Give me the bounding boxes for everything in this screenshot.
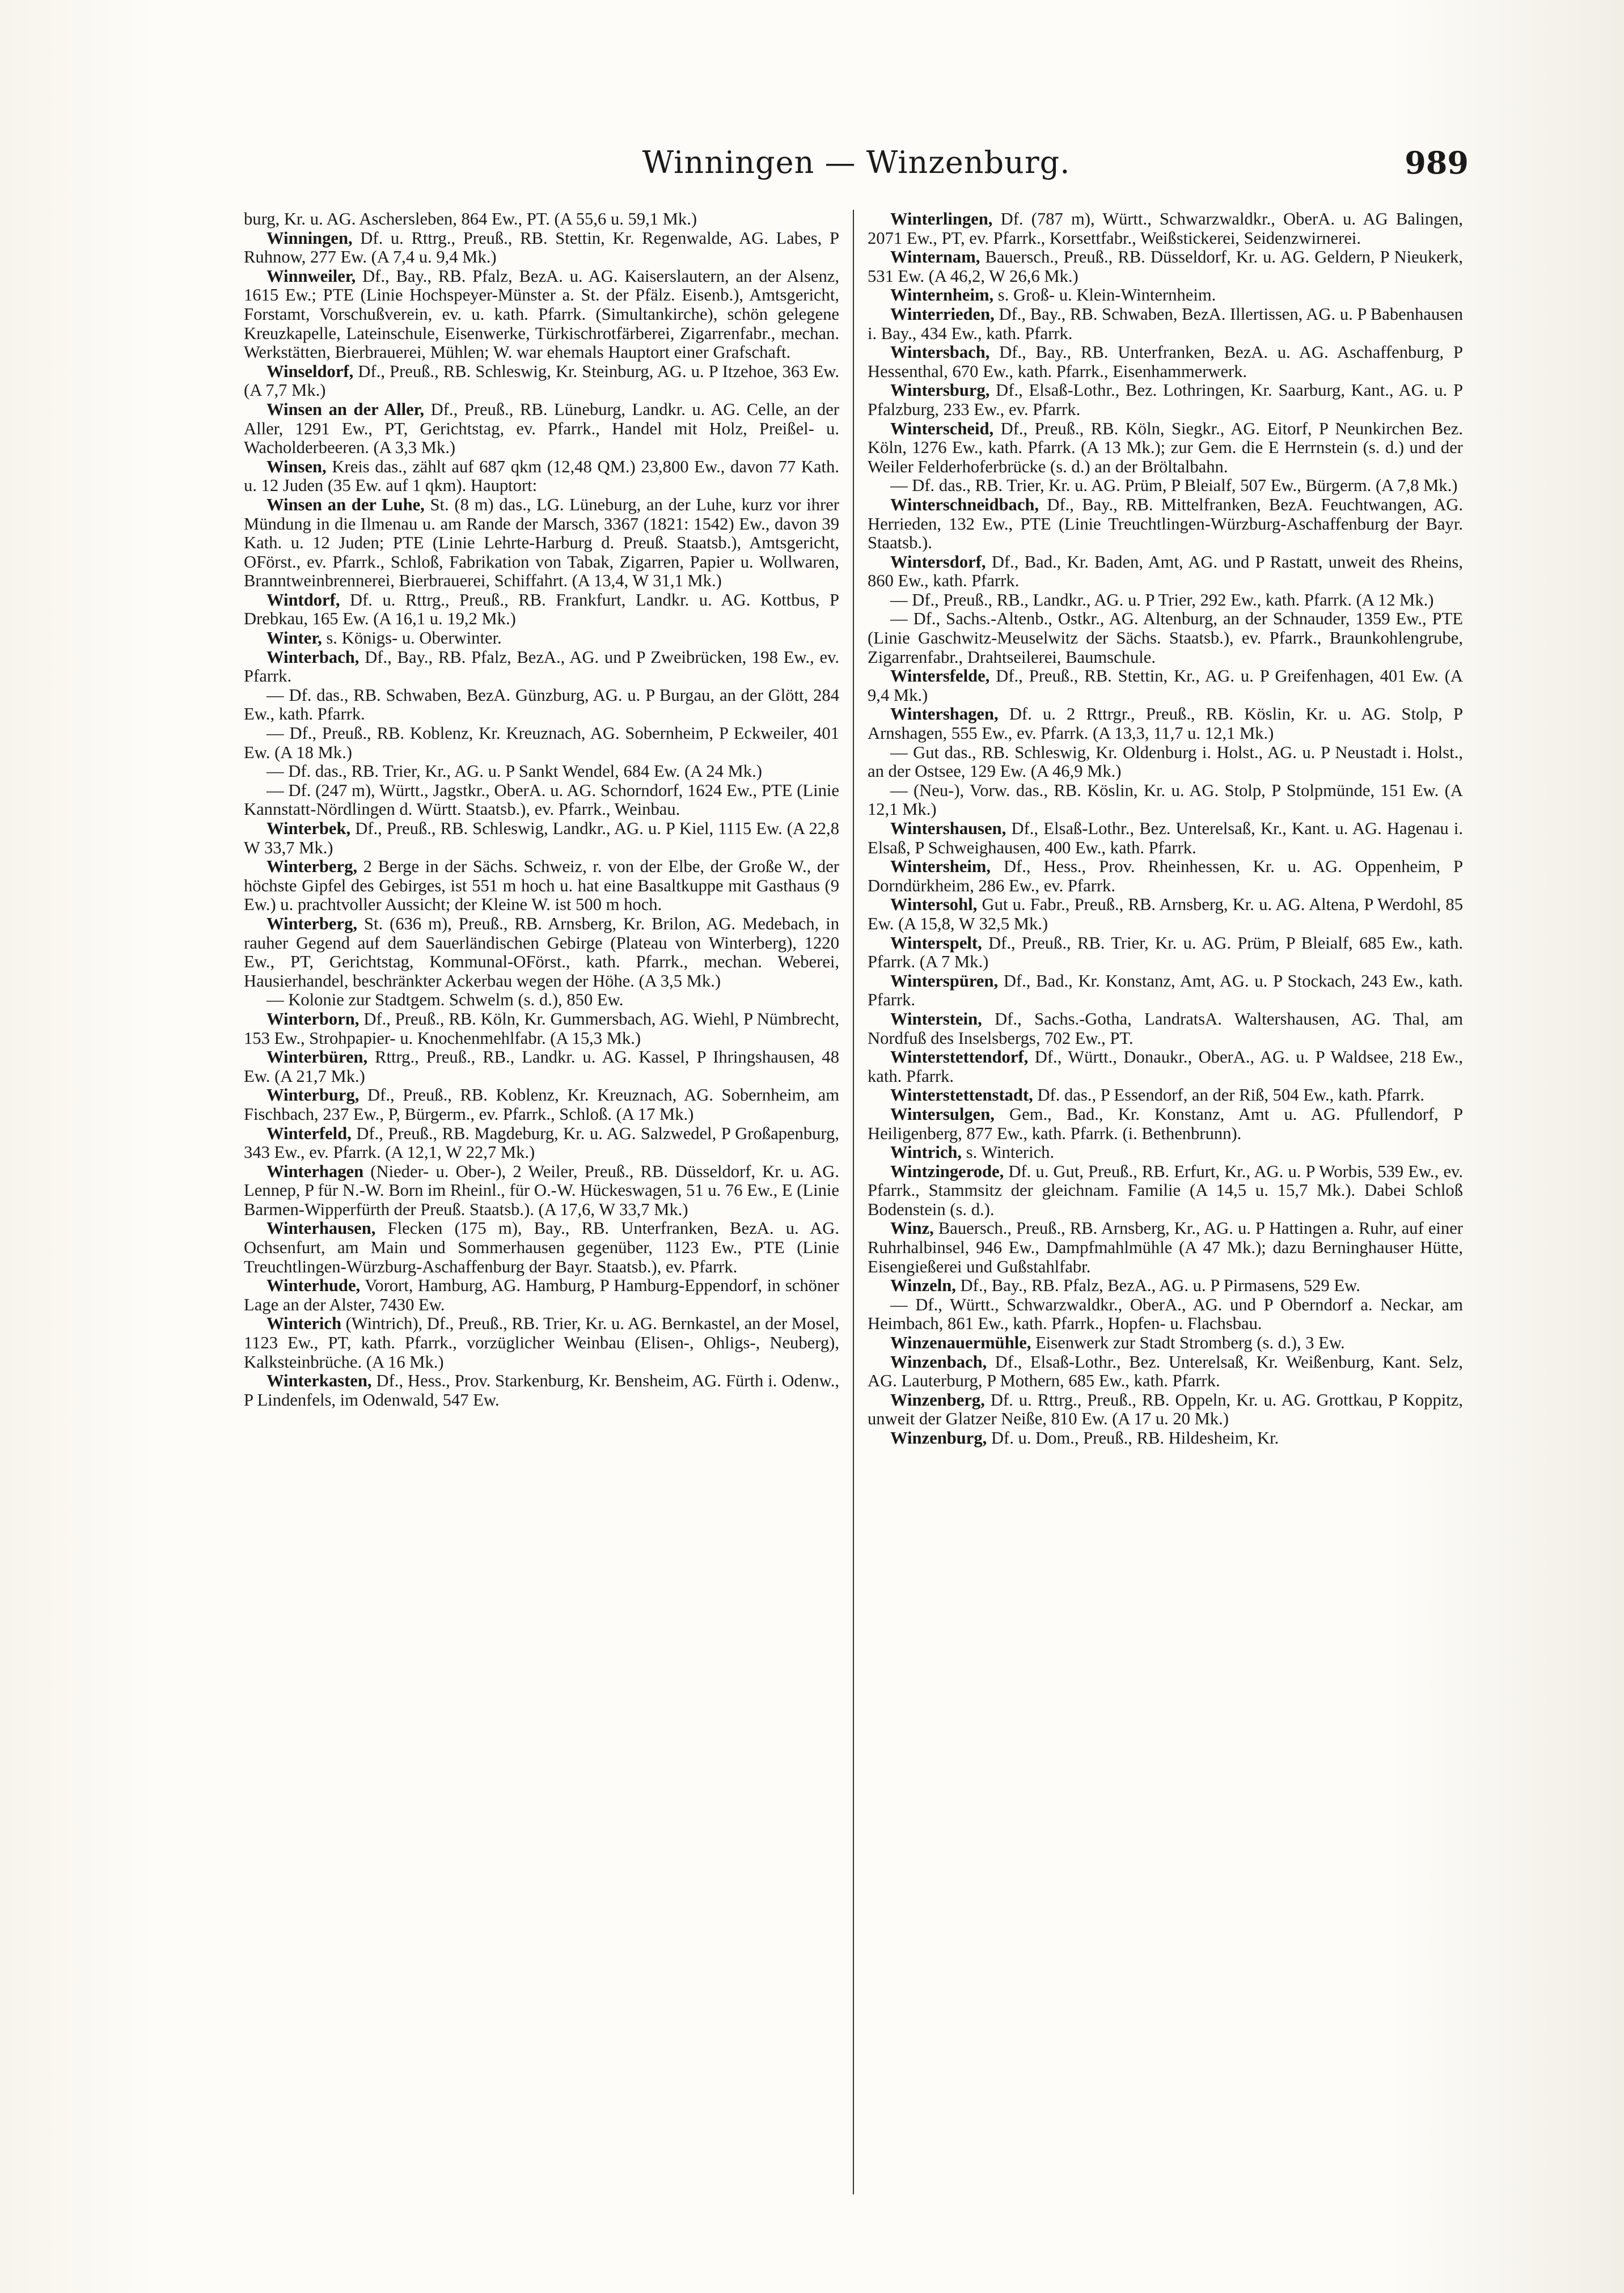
entry-headword: Winterstettendorf, (890, 1047, 1029, 1067)
gazetteer-subentry (868, 781, 1463, 819)
gazetteer-entry (244, 1048, 839, 1086)
entry-text: Df., Preuß., RB. Lüneburg, Landkr. u. AG. Celle, an der Aller, 1291 Ew., PT, Gerichtstag, ev. Pfarrk., Handel mit Holz, Preißel- u. Wacholderbeeren. (A 3,3 Mk.) (244, 399, 839, 458)
gazetteer-entry (244, 1124, 839, 1162)
entry-text: Df., Preuß., RB. Schleswig, Kr. Steinburg, AG. u. P Itzehoe, 363 Ew. (A 7,7 Mk.) (244, 361, 839, 400)
entry-headword: Wintersfelde, (890, 666, 990, 686)
entry-text: burg, Kr. u. AG. Aschersleben, 864 Ew., PT. (A 55,6 u. 59,1 Mk.) (244, 210, 697, 229)
gazetteer-entry (868, 1334, 1463, 1353)
entry-text: Df., Bay., RB. Pfalz, BezA., AG. und P Zweibrücken, 198 Ew., ev. Pfarrk. (244, 647, 839, 686)
right-column (868, 210, 1463, 2194)
entry-text: Df. u. Gut, Preuß., RB. Erfurt, Kr., AG. u. P Worbis, 539 Ew., ev. Pfarrk., Stammsitz der gleichnam. Familie (A 14,5 u. 15,7 Mk.). Dabei Schloß Bodenstein (s. d.). (868, 1161, 1463, 1219)
gazetteer-entry (244, 629, 839, 648)
gazetteer-entry (244, 591, 839, 629)
page-edge-shading-left (0, 0, 159, 2293)
entry-text: — Df., Preuß., RB. Koblenz, Kr. Kreuznach, AG. Sobernheim, P Eckweiler, 401 Ew. (A 18 Mk.) (244, 724, 839, 762)
entry-headword: Winterschneidbach, (890, 494, 1039, 514)
entry-headword: Winterhagen (267, 1161, 364, 1181)
entry-headword: Wintersohl, (890, 895, 978, 915)
entry-headword: Winzenbach, (890, 1352, 987, 1372)
gazetteer-entry (244, 1086, 839, 1124)
entry-text: s. Winterich. (962, 1143, 1055, 1162)
entry-text: Df., Preuß., RB. Trier, Kr. u. AG. Prüm, P Bleialf, 685 Ew., kath. Pfarrk. (A 7 Mk.) (868, 933, 1463, 972)
entry-headword: Winterstein, (890, 1009, 982, 1029)
entry-text: s. Königs- u. Oberwinter. (322, 628, 502, 648)
gazetteer-entry (868, 553, 1463, 591)
gazetteer-entry (244, 648, 839, 686)
gazetteer-subentry (868, 743, 1463, 781)
gazetteer-subentry (244, 762, 839, 781)
entry-text: — Gut das., RB. Schleswig, Kr. Oldenburg i. Holst., AG. u. P Neustadt i. Holst., an der Ostsee, 129 Ew. (A 46,9 Mk.) (868, 742, 1463, 781)
entry-headword: Winterbach, (267, 647, 360, 667)
gazetteer-entry (868, 705, 1463, 743)
entry-headword: Winsen, (267, 456, 327, 476)
entry-headword: Winzenberg, (890, 1390, 985, 1410)
entry-headword: Wintersdorf, (890, 552, 986, 572)
entry-text: Kreis das., zählt auf 687 qkm (12,48 QM.) 23,800 Ew., davon 77 Kath. u. 12 Juden (35 Ew. auf 1 qkm). Hauptort: (244, 456, 839, 496)
entry-text: Flecken (175 m), Bay., RB. Unterfranken, BezA. u. AG. Ochsenfurt, am Main und Sommerhausen gegenüber, 1123 Ew., PTE (Linie Treuchtlingen-Würzburg-Aschaffenburg der Bayr. Staatsb.), ev. Pfarrk. (244, 1219, 839, 1276)
entry-text: — Df. das., RB. Schwaben, BezA. Günzburg, AG. u. P Burgau, an der Glött, 284 Ew., kath. Pfarrk. (244, 685, 839, 724)
entry-text: Df. u. 2 Rttrgr., Preuß., RB. Köslin, Kr. u. AG. Stolp, P Arnshagen, 555 Ew., ev. Pfarrk. (A 13,3, 11,7 u. 12,1 Mk.) (868, 704, 1463, 743)
entry-text: Df., Bad., Kr. Konstanz, Amt, AG. u. P Stockach, 243 Ew., kath. Pfarrk. (868, 971, 1463, 1010)
entry-text: — (Neu-), Vorw. das., RB. Köslin, Kr. u. AG. Stolp, P Stolpmünde, 151 Ew. (A 12,1 Mk.) (868, 780, 1463, 819)
entry-text: s. Groß- u. Klein-Winternheim. (993, 285, 1216, 305)
gazetteer-subentry (868, 610, 1463, 667)
gazetteer-entry (244, 1162, 839, 1220)
gazetteer-entry (244, 229, 839, 267)
entry-text: Df., Hess., Prov. Starkenburg, Kr. Bensheim, AG. Fürth i. Odenw., P Lindenfels, im Odenwald, 547 Ew. (244, 1371, 839, 1410)
gazetteer-continuation (244, 210, 839, 229)
entry-text: Df., Bad., Kr. Baden, Amt, AG. und P Rastatt, unweit des Rheins, 860 Ew., kath. Pfarrk. (868, 552, 1463, 591)
entry-text: Df. u. Rttrg., Preuß., RB. Stettin, Kr. Regenwalde, AG. Labes, P Ruhnow, 277 Ew. (A 7,4 u. 9,4 Mk.) (244, 228, 839, 267)
entry-headword: Wintershausen, (890, 819, 1006, 838)
entry-text: Df., Bay., RB. Mittelfranken, BezA. Feuchtwangen, AG. Herrieden, 132 Ew., PTE (Linie Treuchtlingen-Würzburg-Aschaffenburg der Bayr. Staatsb.). (868, 494, 1463, 553)
entry-text: Df., Elsaß-Lothr., Bez. Unterelsaß, Kr. Weißenburg, Kant. Selz, AG. Lauterburg, P Mothern, 685 Ew., kath. Pfarrk. (868, 1352, 1463, 1391)
gazetteer-entry (868, 1162, 1463, 1220)
entry-headword: Winterfeld, (267, 1123, 352, 1143)
gazetteer-entry (868, 248, 1463, 286)
entry-text: Df., Bay., RB. Pfalz, BezA., AG. u. P Pirmasens, 529 Ew. (955, 1276, 1360, 1296)
gazetteer-entry (868, 1353, 1463, 1391)
gazetteer-entry (868, 286, 1463, 305)
entry-headword: Wintzingerode, (890, 1161, 1004, 1181)
entry-headword: Wintersbach, (890, 342, 990, 362)
gazetteer-entry (244, 458, 839, 496)
gazetteer-subentry (244, 781, 839, 819)
entry-text: Df. u. Rttrg., Preuß., RB. Frankfurt, Landkr. u. AG. Kottbus, P Drebkau, 165 Ew. (A 16,1 u. 19,2 Mk.) (244, 590, 839, 629)
gazetteer-entry (244, 267, 839, 362)
entry-text: Df. das., P Essendorf, an der Riß, 504 Ew., kath. Pfarrk. (1033, 1085, 1425, 1105)
entry-headword: Winterkasten, (267, 1371, 372, 1391)
entry-headword: Winterlingen, (890, 210, 993, 229)
entry-headword: Winzeln, (890, 1276, 956, 1296)
gazetteer-entry (868, 895, 1463, 933)
gazetteer-entry (868, 305, 1463, 343)
entry-text: Df. u. Rttrg., Preuß., RB. Oppeln, Kr. u. AG. Grottkau, P Koppitz, unweit der Glatzer Neiße, 810 Ew. (A 17 u. 20 Mk.) (868, 1390, 1463, 1429)
entry-headword: Winzenauermühle, (890, 1333, 1031, 1353)
entry-headword: Wintdorf, (267, 590, 340, 610)
gazetteer-subentry (244, 724, 839, 762)
gazetteer-entry (244, 496, 839, 591)
entry-headword: Winterborn, (267, 1009, 360, 1029)
entry-text: Vorort, Hamburg, AG. Hamburg, P Hamburg-Eppendorf, in schöner Lage an der Alster, 7430 Ew. (244, 1276, 839, 1314)
running-title: Winningen — Winzenburg. (642, 145, 1071, 180)
entry-text: — Df., Württ., Schwarzwaldkr., OberA., AG. und P Oberndorf a. Neckar, am Heimbach, 861 Ew., kath. Pfarrk., Hopfen- u. Flachsbau. (868, 1294, 1463, 1334)
entry-text: St. (636 m), Preuß., RB. Arnsberg, Kr. Brilon, AG. Medebach, in rauher Gegend auf dem Sauerländischen Gebirge (Plateau von Winterberg), 1220 Ew., PT, Gerichtstag, Kommunal-OFörst., kath. Pfarrk., mechan. Weberei, Hausierhandel, beschränkter Ackerbau wegen der Höhe. (A 3,5 Mk.) (244, 913, 839, 991)
gazetteer-entry (868, 934, 1463, 972)
entry-text: — Df., Preuß., RB., Landkr., AG. u. P Trier, 292 Ew., kath. Pfarrk. (A 12 Mk.) (890, 590, 1434, 610)
gazetteer-entry (244, 819, 839, 857)
entry-headword: Winter, (267, 628, 322, 648)
entry-text: Gut u. Fabr., Preuß., RB. Arnsberg, Kr. u. AG. Altena, P Werdohl, 85 Ew. (A 15,8, W 32,5 Mk.) (868, 895, 1463, 933)
gazetteer-entry (244, 1314, 839, 1372)
gazetteer-subentry (244, 991, 839, 1010)
entry-text: Df. (787 m), Württ., Schwarzwaldkr., OberA. u. AG Balingen, 2071 Ew., PT, ev. Pfarrk., Korsettfabr., Weißstickerei, Seidenzwirnerei. (868, 210, 1463, 248)
entry-headword: Winternheim, (890, 285, 994, 305)
entry-headword: Wintersburg, (890, 380, 990, 400)
gazetteer-entry (868, 819, 1463, 857)
entry-text: Bauersch., Preuß., RB. Arnsberg, Kr., AG. u. P Hattingen a. Ruhr, auf einer Ruhrhalbinsel, 946 Ew., Dampfmahlmühle (A 47 Mk.); dazu Berninghauser Hütte, Eisengießerei und Gußstahlfabr. (868, 1219, 1463, 1276)
gazetteer-entry (868, 1143, 1463, 1162)
gazetteer-entry (868, 1105, 1463, 1143)
entry-headword: Winterberg, (267, 913, 358, 933)
gazetteer-entry (868, 667, 1463, 705)
entry-text: — Df., Sachs.-Altenb., Ostkr., AG. Altenburg, an der Schnauder, 1359 Ew., PTE (Linie Gaschwitz-Meuselwitz der Sächs. Staatsb.), ev. Pfarrk., Braunkohlengrube, Zigarrenfabr., Drahtseilerei, Baumschule. (868, 609, 1463, 667)
gazetteer-entry (244, 1276, 839, 1314)
left-column (244, 210, 839, 2194)
entry-text: Eisenwerk zur Stadt Stromberg (s. d.), 3 Ew. (1031, 1333, 1345, 1353)
entry-text: Df., Preuß., RB. Köln, Siegkr., AG. Eitorf, P Neunkirchen Bez. Köln, 1276 Ew., kath. Pfarrk. (A 13 Mk.); zur Gem. die E Herrnstein (s. d.) und der Weiler Felderhoferbrücke (s. d.) an der Bröltalbahn. (868, 418, 1463, 476)
entry-text: Bauersch., Preuß., RB. Düsseldorf, Kr. u. AG. Geldern, P Nieukerk, 531 Ew. (A 46,2, W 26,6 Mk.) (868, 247, 1463, 286)
entry-text: Df., Bay., RB. Schwaben, BezA. Illertissen, AG. u. P Babenhausen i. Bay., 434 Ew., kath. Pfarrk. (868, 304, 1463, 343)
gazetteer-entry (868, 210, 1463, 248)
gazetteer-entry (868, 1219, 1463, 1276)
gazetteer-entry (868, 972, 1463, 1010)
entry-text: Df., Elsaß-Lothr., Bez. Lothringen, Kr. Saarburg, Kant., AG. u. P Pfalzburg, 233 Ew., ev. Pfarrk. (868, 380, 1463, 419)
entry-headword: Winzenburg, (890, 1428, 987, 1448)
entry-text: — Kolonie zur Stadtgem. Schwelm (s. d.), 850 Ew. (267, 990, 624, 1010)
gazetteer-entry (244, 1219, 839, 1276)
entry-text: Df., Bay., RB. Unterfranken, BezA. u. AG. Aschaffenburg, P Hessenthal, 670 Ew., kath. Pfarrk., Eisenhammerwerk. (868, 342, 1463, 381)
entry-headword: Wintersulgen, (890, 1104, 995, 1124)
entry-text: Df., Preuß., RB. Stettin, Kr., AG. u. P Greifenhagen, 401 Ew. (A 9,4 Mk.) (868, 666, 1463, 705)
entry-text: Df., Elsaß-Lothr., Bez. Unterelsaß, Kr., Kant. u. AG. Hagenau i. Elsaß, P Schweighausen, 400 Ew., kath. Pfarrk. (868, 819, 1463, 857)
entry-text: (Wintrich), Df., Preuß., RB. Trier, Kr. u. AG. Bernkastel, an der Mosel, 1123 Ew., PT, kath. Pfarrk., vorzüglicher Weinbau (Elisen-, Ohligs-, Neuberg), Kalksteinbrüche. (A 16 Mk.) (244, 1314, 839, 1372)
running-header (244, 145, 1469, 190)
entry-text: 2 Berge in der Sächs. Schweiz, r. von der Elbe, der Große W., der höchste Gipfel des Gebirges, ist 551 m hoch u. hat eine Basaltkuppe mit Gasthaus (9 Ew.) u. prachtvoller Aussicht; der Kleine W. ist 500 m hoch. (244, 857, 839, 915)
entry-headword: Winterspelt, (890, 933, 982, 953)
entry-headword: Wintrich, (890, 1143, 962, 1162)
gazetteer-entry (868, 381, 1463, 419)
entry-headword: Winterrieden, (890, 304, 995, 324)
gazetteer-entry (868, 343, 1463, 381)
entry-headword: Winnweiler, (267, 266, 356, 286)
entry-text: Rttrg., Preuß., RB., Landkr. u. AG. Kassel, P Ihringshausen, 48 Ew. (A 21,7 Mk.) (244, 1047, 839, 1086)
gazetteer-entry (244, 1372, 839, 1410)
gazetteer-entry (244, 915, 839, 991)
entry-text: — Df. das., RB. Trier, Kr., AG. u. P Sankt Wendel, 684 Ew. (A 24 Mk.) (267, 761, 762, 781)
gazetteer-entry (868, 496, 1463, 553)
gazetteer-entry (244, 1010, 839, 1048)
entry-text: Df., Sachs.-Gotha, LandratsA. Waltershausen, AG. Thal, am Nordfuß des Inselsbergs, 702 Ew., PT. (868, 1009, 1463, 1048)
entry-headword: Winterhude, (267, 1276, 361, 1296)
column-divider (853, 210, 854, 2194)
entry-headword: Winterich (267, 1314, 341, 1334)
entry-text: — Df. das., RB. Trier, Kr. u. AG. Prüm, P Bleialf, 507 Ew., Bürgerm. (A 7,8 Mk.) (890, 476, 1458, 496)
entry-headword: Winsen an der Aller, (267, 399, 425, 419)
text-columns (244, 210, 1469, 2194)
gazetteer-subentry (244, 686, 839, 724)
entry-text: Df., Hess., Prov. Rheinhessen, Kr. u. AG. Oppenheim, P Dorndürkheim, 286 Ew., ev. Pfarrk. (868, 857, 1463, 895)
entry-text: Df., Preuß., RB. Koblenz, Kr. Kreuznach, AG. Sobernheim, am Fischbach, 237 Ew., P, Bürgerm., ev. Pfarrk., Schloß. (A 17 Mk.) (244, 1085, 839, 1124)
entry-text: Gem., Bad., Kr. Konstanz, Amt u. AG. Pfullendorf, P Heiligenberg, 877 Ew., kath. Pfarrk. (i. Bethenbrunn). (868, 1104, 1463, 1143)
entry-headword: Winseldorf, (267, 361, 354, 381)
entry-text: Df. u. Dom., Preuß., RB. Hildesheim, Kr. (987, 1428, 1279, 1448)
entry-headword: Winterbüren, (267, 1047, 368, 1067)
gazetteer-entry (244, 400, 839, 458)
gazetteer-entry (868, 1276, 1463, 1296)
gazetteer-entry (868, 1391, 1463, 1429)
gazetteer-entry (244, 362, 839, 400)
gazetteer-subentry (868, 1296, 1463, 1334)
entry-headword: Winterberg, (267, 857, 358, 877)
entry-headword: Winz, (890, 1219, 934, 1238)
entry-headword: Winterspüren, (890, 971, 999, 991)
gazetteer-entry (868, 1048, 1463, 1086)
entry-text: (Nieder- u. Ober-), 2 Weiler, Preuß., RB. Düsseldorf, Kr. u. AG. Lennep, P für N.-W. Born im Rheinl., für O.-W. Hückeswagen, 51 u. 76 Ew., E (Linie Barmen-Wipperfürth der Preuß. Staatsb.). (A 17,6, W 33,7 Mk.) (244, 1161, 839, 1219)
entry-headword: Winternam, (890, 247, 980, 267)
entry-headword: Winterscheid, (890, 418, 994, 438)
entry-text: — Df. (247 m), Württ., Jagstkr., OberA. u. AG. Schorndorf, 1624 Ew., PTE (Linie Kannstatt-Nördlingen d. Württ. Staatsb.), ev. Pfarrk., Weinbau. (244, 780, 839, 819)
gazetteer-subentry (868, 591, 1463, 610)
entry-headword: Winterhausen, (267, 1219, 376, 1238)
gazetteer-entry (868, 420, 1463, 477)
entry-text: Df., Württ., Donaukr., OberA., AG. u. P Waldsee, 218 Ew., kath. Pfarrk. (868, 1047, 1463, 1086)
entry-headword: Winningen, (267, 228, 353, 248)
entry-text: St. (8 m) das., LG. Lüneburg, an der Luhe, kurz vor ihrer Mündung in die Ilmenau u. am Rande der Marsch, 3367 (1821: 1542) Ew., davon 39 Kath. u. 12 Juden; PTE (Linie Lehrte-Harburg d. Preuß. Staatsb.), Amtsgericht, OFörst., ev. Pfarrk., Schloß, Fabrikation von Tabak, Zigarren, Papier u. Wollwaren, Branntweinbrennerei, Bierbrauerei, Schiffahrt. (A 13,4, W 31,1 Mk.) (244, 494, 839, 591)
entry-text: Df., Bay., RB. Pfalz, BezA. u. AG. Kaiserslautern, an der Alsenz, 1615 Ew.; PTE (Linie Hochspeyer-Münster a. St. der Pfälz. Eisenb.), Amtsgericht, Forstamt, Vorschußverein, ev. u. kath. Pfarrk. (Simultankirche), schön gelegene Kreuzkapelle, Lateinschule, Eisenwerke, Türkischrotfärberei, Zigarrenfabr., mechan. Werkstätten, Bierbrauerei, Mühlen; W. war ehemals Hauptort einer Grafschaft. (244, 266, 839, 362)
gazetteer-entry (868, 1429, 1463, 1448)
entry-text: Df., Preuß., RB. Magdeburg, Kr. u. AG. Salzwedel, P Großapenburg, 343 Ew., ev. Pfarrk. (A 12,1, W 22,7 Mk.) (244, 1123, 839, 1162)
entry-headword: Wintershagen, (890, 704, 999, 724)
entry-headword: Wintersheim, (890, 857, 991, 877)
gazetteer-subentry (868, 476, 1463, 496)
entry-headword: Winterbek, (267, 819, 351, 838)
entry-text: Df., Preuß., RB. Köln, Kr. Gummersbach, AG. Wiehl, P Nümbrecht, 153 Ew., Strohpapier- u. Knochenmehlfabr. (A 15,3 Mk.) (244, 1009, 839, 1048)
gazetteer-entry (868, 1010, 1463, 1048)
gazetteer-entry (868, 857, 1463, 895)
page-number: 989 (1405, 145, 1469, 181)
entry-headword: Winsen an der Luhe, (267, 494, 425, 514)
gazetteer-entry (868, 1086, 1463, 1105)
gazetteer-entry (244, 857, 839, 915)
entry-headword: Winterstettenstadt, (890, 1085, 1033, 1105)
entry-headword: Winterburg, (267, 1085, 360, 1105)
entry-text: Df., Preuß., RB. Schleswig, Landkr., AG. u. P Kiel, 1115 Ew. (A 22,8 W 33,7 Mk.) (244, 819, 839, 857)
